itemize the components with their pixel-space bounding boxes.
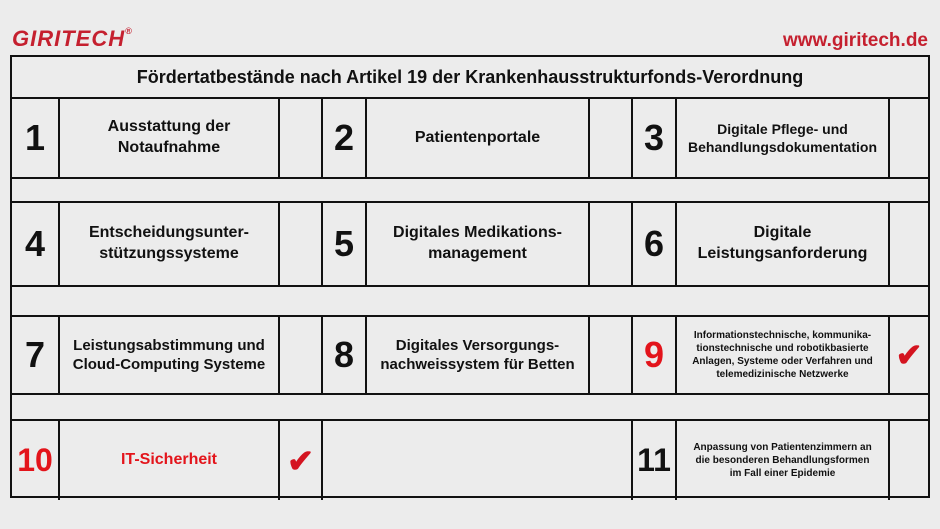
item-number: 2 (333, 117, 355, 158)
divider (278, 97, 280, 177)
table-title: Fördertatbestände nach Artikel 19 der Krankenhausstrukturfonds-Verordnung (136, 66, 804, 87)
divider (888, 201, 890, 285)
item-label: Digitales Medikations- management (393, 224, 562, 262)
item-number: 7 (24, 334, 46, 375)
item-number: 11 (637, 442, 671, 478)
item-label: Ausstattung der Notaufnahme (107, 118, 231, 156)
divider (588, 201, 590, 285)
divider (321, 419, 323, 500)
giritech-logo: GIRITECH® (12, 26, 133, 51)
divider (278, 201, 280, 285)
item-label: Anpassung von Patientenzimmern an die besonderen Behandlungsformen im Fall einer Epidemie (693, 442, 872, 479)
item-label: Patientenportale (414, 128, 541, 146)
divider (888, 419, 890, 500)
divider (12, 285, 928, 287)
item-label: Digitale Leistungsanforderung (697, 224, 868, 262)
item-label: Informationstechnische, kommunika- tionstechnische und robotikbasierte Anlagen, Systeme oder Verfahren und telemedizinische Netzwerke (692, 330, 873, 380)
item-label: Digitales Versorgungs- nachweissystem für Betten (380, 336, 575, 373)
item-label: Digitale Pflege- und Behandlungsdokumentation (688, 120, 877, 155)
divider (588, 315, 590, 393)
item-number: 5 (333, 223, 355, 264)
item-number: 10 (17, 442, 53, 478)
item-label: Leistungsabstimmung und Cloud-Computing Systeme (72, 336, 266, 373)
divider (888, 97, 890, 177)
divider (12, 393, 928, 395)
checkmark-icon: ✔ (895, 337, 923, 373)
item-number: 4 (24, 223, 46, 264)
divider (278, 315, 280, 393)
checkmark-icon: ✔ (287, 442, 314, 479)
item-number: 1 (24, 117, 46, 158)
item-number: 8 (333, 334, 355, 375)
item-label: IT-Sicherheit (120, 451, 218, 469)
website-url[interactable]: www.giritech.de (783, 30, 928, 51)
divider (12, 177, 928, 179)
item-number: 9 (643, 334, 665, 375)
item-number: 3 (643, 117, 665, 158)
item-label: Entscheidungsunter- stützungssysteme (88, 224, 249, 262)
divider (588, 97, 590, 177)
item-number: 6 (643, 223, 665, 264)
funding-table (10, 55, 930, 498)
